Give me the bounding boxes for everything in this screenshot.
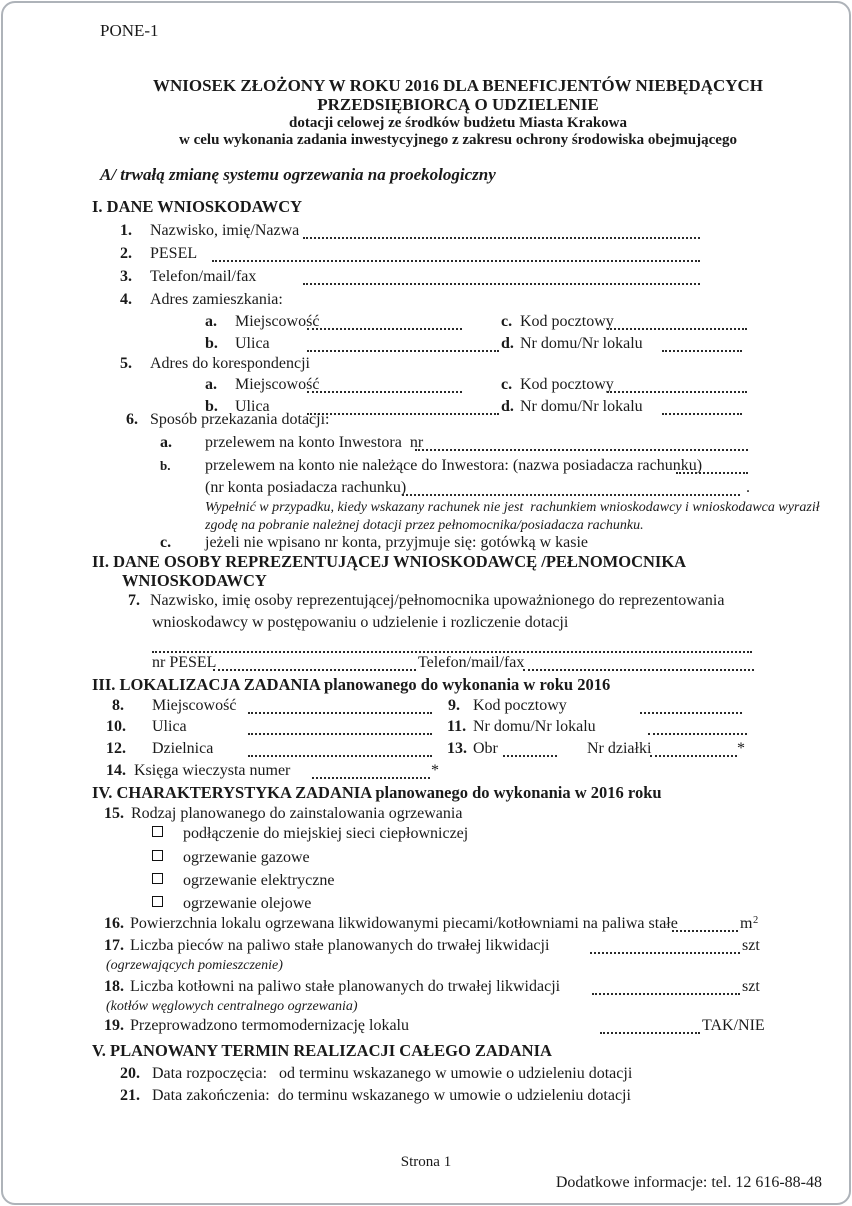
item-20 [0, 1063, 852, 1085]
item-number: 13. [447, 740, 467, 757]
section-1-heading [0, 196, 852, 218]
field-label: Nr domu/Nr lokalu [473, 718, 596, 735]
option-district-heating [0, 823, 852, 845]
sub-letter: d. [501, 398, 514, 415]
field-label: przelewem na konto Inwestora nr [205, 434, 424, 451]
footer-info [0, 1172, 852, 1194]
item-7-line-2 [0, 612, 852, 634]
item-number: 18. [104, 978, 124, 995]
field-label: PESEL [150, 245, 198, 262]
sub-letter: a. [160, 434, 172, 451]
item-10-11 [0, 716, 852, 738]
dotted-fill-line [672, 915, 738, 932]
item-number: 14. [106, 762, 126, 779]
dotted-fill-line [248, 718, 432, 735]
footer-info-text: Dodatkowe informacje: tel. 12 616-88-48 [555, 1174, 822, 1191]
sub-letter: a. [205, 376, 217, 393]
item-4b [0, 333, 852, 355]
checkbox-district-heating[interactable] [152, 826, 163, 837]
dotted-fill-line [676, 457, 748, 474]
note-text: (ogrzewających pomieszczenie) [106, 958, 283, 973]
section-heading-text: WNIOSKODAWCY [122, 571, 267, 590]
field-label: Sposób przekazania dotacji: [150, 411, 330, 428]
item-number: 2. [120, 245, 132, 262]
sub-letter: a. [205, 313, 217, 330]
field-label: Powierzchnia lokalu ogrzewana likwidowanymi piecami/kotłowniami na paliwa stałe [130, 915, 678, 932]
field-label: Kod pocztowy [473, 697, 567, 714]
dotted-fill-line [402, 479, 740, 496]
unit-label: m [740, 915, 753, 932]
item-6b-line-1 [0, 455, 852, 477]
field-label: Adres zamieszkania: [150, 291, 283, 308]
field-label: Nr działki [587, 740, 652, 757]
item-17 [0, 935, 852, 957]
dotted-fill-line [307, 313, 462, 330]
section-heading-text: I. DANE WNIOSKODAWCY [92, 197, 303, 216]
item-6b-line-2 [0, 477, 852, 499]
field-label: Nazwisko, imię/Nazwa [150, 222, 300, 239]
section-heading-text: IV. CHARAKTERYSTYKA ZADANIA planowanego do wykonania w 2016 roku [92, 783, 662, 802]
section-heading-text: III. LOKALIZACJA ZADANIA planowanego do wykonania w roku 2016 [92, 675, 611, 694]
field-label: Ulica [152, 718, 187, 735]
dotted-fill-line [640, 697, 742, 714]
item-5 [0, 353, 852, 375]
item-number: 3. [120, 268, 132, 285]
document-subtitle: dotacji celowej ze środków budżetu Miasta Krakowa [288, 115, 628, 131]
field-label: Telefon/mail/fax [150, 268, 257, 285]
item-15 [0, 803, 852, 825]
item-number: 20. [120, 1065, 140, 1082]
footer-page-number [0, 1152, 852, 1174]
dotted-fill-line [600, 1017, 700, 1034]
field-label: Nr domu/Nr lokalu [520, 398, 643, 415]
item-number: 4. [120, 291, 132, 308]
item-number: 21. [120, 1087, 140, 1104]
choice-label: TAK/NIE [702, 1017, 765, 1034]
item-number: 1. [120, 222, 132, 239]
item-18 [0, 976, 852, 998]
asterisk: * [431, 762, 439, 779]
field-label: Księga wieczysta numer [134, 762, 291, 779]
item-number: 12. [106, 740, 126, 757]
item-7-pesel-phone [0, 652, 852, 674]
field-label: Ulica [235, 335, 270, 352]
field-label: Kod pocztowy [520, 376, 614, 393]
dotted-fill-line [650, 740, 737, 757]
option-label: ogrzewanie gazowe [183, 849, 310, 866]
item-21 [0, 1085, 852, 1107]
dotted-fill-line [312, 762, 430, 779]
note-text: (kotłów węglowych centralnego ogrzewania) [106, 999, 358, 1014]
sub-letter: c. [501, 313, 513, 330]
field-label: (nr konta posiadacza rachunku) [205, 479, 411, 496]
checkbox-oil-heating[interactable] [152, 896, 163, 907]
unit-label: szt [742, 978, 760, 995]
dotted-fill-line [212, 245, 700, 262]
item-5a [0, 374, 852, 396]
item-2 [0, 243, 852, 265]
section-2-heading-line-2 [0, 570, 852, 592]
item-number: 16. [104, 915, 124, 932]
item-12-13 [0, 738, 852, 760]
item-17-note [0, 955, 852, 977]
option-label: ogrzewanie elektryczne [183, 872, 335, 889]
item-4 [0, 289, 852, 311]
dotted-fill-line [648, 718, 747, 735]
field-label: wnioskodawcy w postępowaniu o udzielenie i rozliczenie dotacji [152, 614, 569, 631]
dotted-fill-line [248, 740, 432, 757]
item-number: 10. [106, 718, 126, 735]
sub-letter: c. [501, 376, 513, 393]
sub-letter: c. [160, 534, 172, 551]
form-code [0, 20, 852, 42]
section-heading-text: V. PLANOWANY TERMIN REALIZACJI CAŁEGO ZADANIA [92, 1041, 552, 1060]
field-label: nr PESEL [152, 654, 217, 671]
dotted-fill-line [248, 697, 432, 714]
item-16 [0, 913, 852, 935]
field-label: Miejscowość [152, 697, 237, 714]
superscript: 2 [753, 915, 759, 926]
dotted-fill-line [307, 376, 462, 393]
item-14 [0, 760, 852, 782]
sub-letter: d. [501, 335, 514, 352]
field-label: Ulica [235, 398, 270, 415]
checkbox-electric-heating[interactable] [152, 873, 163, 884]
field-label: przelewem na konto nie należące do Inwestora: (nazwa posiadacza rachunku) [205, 457, 703, 474]
dotted-fill-line [523, 654, 754, 671]
option-oil-heating [0, 893, 852, 915]
item-6 [0, 409, 852, 431]
field-label: Nazwisko, imię osoby reprezentującej/pełnomocnika upoważnionego do reprezentowania [150, 592, 725, 609]
item-number: 6. [126, 411, 138, 428]
section-heading-text: II. DANE OSOBY REPREZENTUJĄCEJ WNIOSKODAWCĘ /PEŁNOMOCNIKA [92, 552, 687, 571]
form-code-text: PONE-1 [100, 21, 159, 40]
option-label: ogrzewanie olejowe [183, 895, 312, 912]
dotted-fill-line [607, 313, 747, 330]
option-label: podłączenie do miejskiej sieci ciepłowniczej [183, 825, 469, 842]
note-text: Wypełnić w przypadku, kiedy wskazany rachunek nie jest rachunkiem wnioskodawcy i wnioskodawca wyraził [205, 500, 820, 515]
item-4a [0, 311, 852, 333]
field-label: Telefon/mail/fax [418, 654, 525, 671]
item-number: 11. [447, 718, 467, 735]
dotted-fill-line [213, 654, 416, 671]
field-label: Nr domu/Nr lokalu [520, 335, 643, 352]
item-number: 9. [448, 697, 460, 714]
sub-letter: b. [205, 335, 218, 352]
item-number: 17. [104, 937, 124, 954]
field-label: Kod pocztowy [520, 313, 614, 330]
field-label: Liczba pieców na paliwo stałe planowanych do trwałej likwidacji [130, 937, 550, 954]
section-3-heading [0, 674, 852, 696]
dotted-fill-line [307, 335, 499, 352]
item-1 [0, 220, 852, 242]
asterisk: * [737, 740, 745, 757]
note-text: zgodę na pobranie należnej dotacji przez pełnomocnika/posiadacza rachunku. [205, 518, 644, 533]
field-label: Przeprowadzono termomodernizację lokalu [130, 1017, 409, 1034]
page-number-text: Strona 1 [400, 1154, 452, 1170]
field-label: Rodzaj planowanego do zainstalowania ogrzewania [131, 805, 463, 822]
item-number: 5. [120, 355, 132, 372]
dotted-fill-line [152, 636, 752, 653]
dotted-fill-line [590, 937, 740, 954]
item-number: 8. [112, 697, 124, 714]
dotted-fill-line [303, 268, 700, 285]
document-title: WNIOSEK ZŁOŻONY W ROKU 2016 DLA BENEFICJENTÓW NIEBĘDĄCYCH [152, 76, 764, 95]
item-number: 19. [104, 1017, 124, 1034]
variant-heading [0, 164, 852, 186]
option-electric-heating [0, 870, 852, 892]
dotted-fill-line [415, 434, 748, 451]
section-4-heading [0, 782, 852, 804]
field-label: Adres do korespondencji [150, 355, 310, 372]
dotted-fill-line [662, 335, 742, 352]
field-label: jeżeli nie wpisano nr konta, przyjmuje się: gotówką w kasie [205, 534, 589, 551]
item-number: 7. [128, 592, 140, 609]
item-19 [0, 1015, 852, 1037]
sub-letter: b. [160, 458, 171, 473]
dotted-fill-line [303, 222, 700, 239]
document-subtitle: w celu wykonania zadania inwestycyjnego z zakresu ochrony środowiska obejmującego [179, 132, 737, 148]
item-7-line-1 [0, 590, 852, 612]
unit-label: szt [742, 937, 760, 954]
field-label: Miejscowość [235, 313, 320, 330]
dotted-fill-line [592, 978, 740, 995]
text: . [742, 479, 750, 496]
field-label: Obr [473, 740, 498, 757]
checkbox-gas-heating[interactable] [152, 850, 163, 861]
field-label: Data zakończenia: do terminu wskazanego w umowie o udzieleniu dotacji [152, 1087, 631, 1104]
item-number: 15. [104, 805, 124, 822]
item-8-9 [0, 695, 852, 717]
option-gas-heating [0, 847, 852, 869]
section-5-heading [0, 1040, 852, 1062]
dotted-fill-line [607, 376, 747, 393]
sub-letter: b. [205, 398, 218, 415]
field-label: Dzielnica [152, 740, 214, 757]
dotted-fill-line [503, 740, 557, 757]
document-title: PRZEDSIĘBIORCĄ O UDZIELENIE [317, 95, 599, 114]
field-label: Liczba kotłowni na paliwo stałe planowanych do trwałej likwidacji [130, 978, 561, 995]
item-6a [0, 432, 852, 454]
field-label: Miejscowość [235, 376, 320, 393]
field-label: Data rozpoczęcia: od terminu wskazanego w umowie o udzieleniu dotacji [152, 1065, 633, 1082]
variant-a-label: A/ trwałą zmianę systemu ogrzewania na proekologiczny [100, 165, 496, 184]
item-3 [0, 266, 852, 288]
title-line-4 [0, 130, 852, 152]
